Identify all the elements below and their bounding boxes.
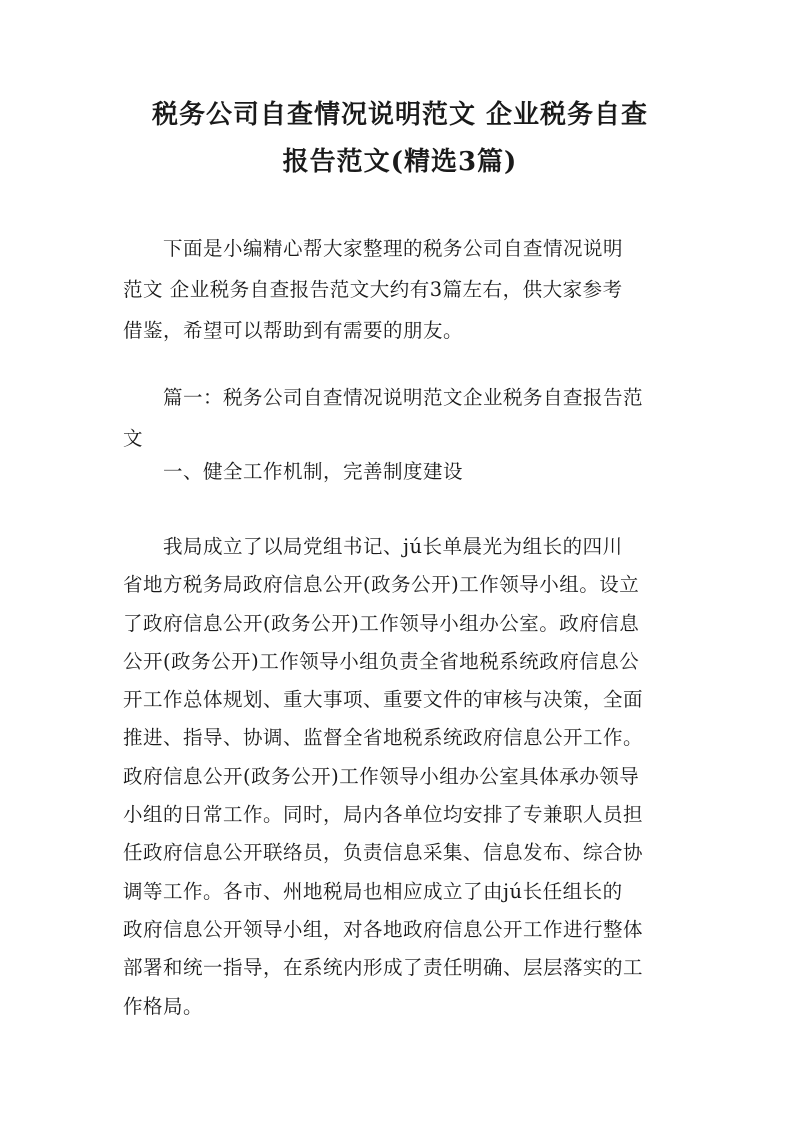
- section-heading-text: 一、健全工作机制，完善制度建设: [163, 460, 464, 483]
- body-line: 开工作总体规划、重大事项、重要文件的审核与决策，全面: [123, 688, 644, 712]
- intro-line: 借鉴，希望可以帮助到有需要的朋友。: [123, 319, 464, 342]
- body-line: 我局成立了以局党组书记、jú长单晨光为组长的四川: [163, 535, 623, 558]
- body-line: 调等工作。各市、州地税局也相应成立了由jú长任组长的: [123, 879, 623, 903]
- chapter-heading: [123, 377, 693, 459]
- body-line: 任政府信息公开联络员，负责信息采集、信息发布、综合协: [123, 841, 644, 865]
- body-line: 公开(政务公开)工作领导小组负责全省地税系统政府信息公: [123, 649, 640, 673]
- document-title: [100, 92, 700, 186]
- body-paragraph: [123, 528, 693, 1026]
- title-line: 税务公司自查情况说明范文 企业税务自查: [151, 100, 649, 130]
- title-line: 报告范文(精选3篇): [282, 147, 518, 177]
- body-line: 了政府信息公开(政务公开)工作领导小组办公室。政府信息: [123, 611, 640, 635]
- body-line: 作格局。: [123, 994, 204, 1018]
- body-line: 政府信息公开领导小组，对各地政府信息公开工作进行整体: [123, 917, 644, 941]
- body-line: 部署和统一指导，在系统内形成了责任明确、层层落实的工: [123, 956, 644, 980]
- body-line: 小组的日常工作。同时，局内各单位均安排了专兼职人员担: [123, 803, 644, 827]
- body-line: 推进、指导、协调、监督全省地税系统政府信息公开工作。: [123, 726, 644, 750]
- intro-line: 范文 企业税务自查报告范文大约有3篇左右，供大家参考: [123, 278, 623, 301]
- section-heading: [123, 451, 693, 492]
- body-line: 省地方税务局政府信息公开(政务公开)工作领导小组。设立: [123, 573, 640, 597]
- intro-paragraph: [123, 228, 693, 351]
- intro-line: 下面是小编精心帮大家整理的税务公司自查情况说明: [163, 237, 624, 260]
- chapter-line: 篇一：税务公司自查情况说明范文企业税务自查报告范: [163, 386, 644, 409]
- chapter-line: 文: [123, 427, 144, 450]
- body-line: 政府信息公开(政务公开)工作领导小组办公室具体承办领导: [123, 764, 640, 788]
